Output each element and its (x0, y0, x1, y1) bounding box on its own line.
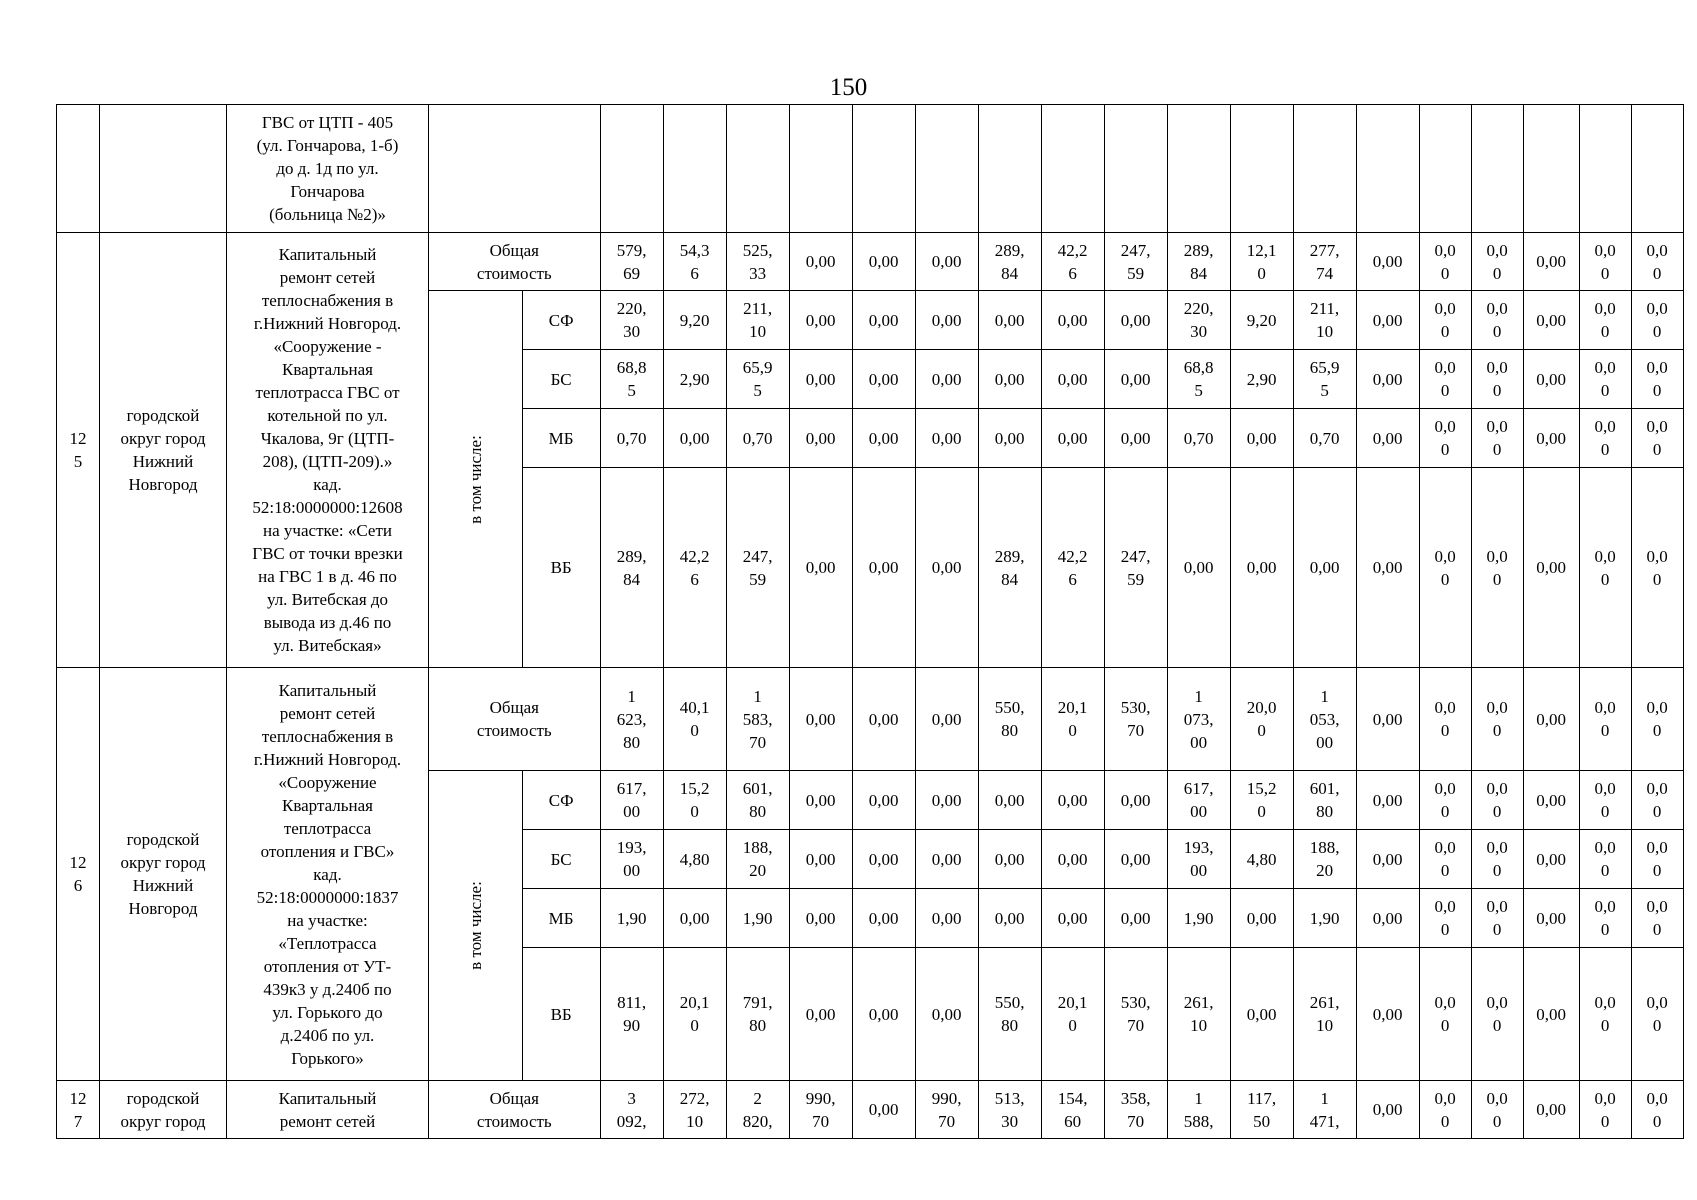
value-cell: 525, 33 (726, 233, 789, 291)
value-cell: 289, 84 (1167, 233, 1230, 291)
value-cell: 0,00 (1104, 830, 1167, 889)
value-cell: 0,0 0 (1631, 771, 1683, 830)
value-cell: 193, 00 (1167, 830, 1230, 889)
value-cell: 117, 50 (1230, 1081, 1293, 1139)
value-cell: 617, 00 (600, 771, 663, 830)
value-cell: 0,00 (1523, 948, 1579, 1081)
value-cell (1230, 105, 1293, 233)
value-cell: 791, 80 (726, 948, 789, 1081)
value-cell (1471, 105, 1523, 233)
value-cell: 0,00 (789, 889, 852, 948)
value-cell: 0,0 0 (1419, 948, 1471, 1081)
value-cell (789, 105, 852, 233)
value-cell: 277, 74 (1293, 233, 1356, 291)
value-cell: 0,00 (1356, 948, 1419, 1081)
value-cell: 272, 10 (663, 1081, 726, 1139)
value-cell: 20,1 0 (1041, 948, 1104, 1081)
municipality-cell: городской округ город Нижний Новгород (100, 233, 227, 668)
value-cell: 0,00 (852, 1081, 915, 1139)
including-label-cell (429, 291, 523, 668)
value-cell: 1 073, 00 (1167, 668, 1230, 771)
value-cell: 211, 10 (726, 291, 789, 350)
value-cell: 0,00 (852, 291, 915, 350)
value-cell: 579, 69 (600, 233, 663, 291)
value-cell: 0,00 (1523, 771, 1579, 830)
value-cell: 0,00 (789, 409, 852, 468)
value-cell: 0,0 0 (1579, 771, 1631, 830)
value-cell: 220, 30 (600, 291, 663, 350)
page-number: 150 (829, 74, 868, 101)
value-cell: 0,0 0 (1631, 1081, 1683, 1139)
table-row (57, 105, 1684, 233)
value-cell: 247, 59 (1104, 468, 1167, 668)
value-cell: 65,9 5 (726, 350, 789, 409)
value-cell: 193, 00 (600, 830, 663, 889)
value-cell: 0,0 0 (1579, 468, 1631, 668)
value-cell: 0,00 (1523, 409, 1579, 468)
value-cell: 1,90 (726, 889, 789, 948)
value-cell: 0,00 (1523, 668, 1579, 771)
value-cell: 20,1 0 (1041, 668, 1104, 771)
value-cell: 261, 10 (1167, 948, 1230, 1081)
value-cell: 0,00 (1104, 350, 1167, 409)
value-cell: 811, 90 (600, 948, 663, 1081)
value-cell (1631, 105, 1683, 233)
value-cell: 1 588, (1167, 1081, 1230, 1139)
funding-source-cell: МБ (522, 409, 600, 468)
value-cell: 211, 10 (1293, 291, 1356, 350)
value-cell: 1,90 (600, 889, 663, 948)
value-cell: 4,80 (1230, 830, 1293, 889)
value-cell: 0,70 (726, 409, 789, 468)
value-cell (726, 105, 789, 233)
value-cell: 0,0 0 (1631, 291, 1683, 350)
value-cell: 0,00 (978, 830, 1041, 889)
value-cell: 0,0 0 (1471, 948, 1523, 1081)
value-cell: 261, 10 (1293, 948, 1356, 1081)
description-cell: Капитальный ремонт сетей теплоснабжения в г.Нижний Новгород. «Сооружение Квартальная теплотрасса отопления и ГВС» кад. 52:18:0000000:1837 на участке: «Теплотрасса отопления от УТ- 439к3 у д.240б по ул. Горького до д.240б по ул. Горького» (227, 668, 429, 1081)
value-cell: 990, 70 (789, 1081, 852, 1139)
funding-source-cell: БС (522, 350, 600, 409)
value-cell: 0,00 (1356, 1081, 1419, 1139)
value-cell: 0,00 (1356, 350, 1419, 409)
value-cell: 0,0 0 (1579, 233, 1631, 291)
value-cell: 0,00 (1523, 233, 1579, 291)
description-cell: Капитальный ремонт сетей теплоснабжения в г.Нижний Новгород. «Сооружение - Квартальная теплотрасса ГВС от котельной по ул. Чкалова, 9г (ЦТП- 208), (ЦТП-209).» кад. 52:18:0000000:12608 на участке: «Сети ГВС от точки врезки на ГВС 1 в д. 46 по ул. Витебская до вывода из д.46 по ул. Витебская» (227, 233, 429, 668)
value-cell: 0,00 (852, 668, 915, 771)
value-cell: 188, 20 (1293, 830, 1356, 889)
total-label-cell: Общая стоимость (429, 668, 601, 771)
value-cell: 0,00 (915, 771, 978, 830)
value-cell: 0,00 (915, 233, 978, 291)
value-cell: 0,0 0 (1419, 291, 1471, 350)
value-cell: 0,0 0 (1419, 1081, 1471, 1139)
value-cell: 0,0 0 (1419, 468, 1471, 668)
value-cell: 40,1 0 (663, 668, 726, 771)
value-cell: 0,00 (663, 409, 726, 468)
value-cell: 2,90 (1230, 350, 1293, 409)
value-cell: 0,0 0 (1631, 350, 1683, 409)
value-cell: 289, 84 (978, 233, 1041, 291)
value-cell: 0,70 (1293, 409, 1356, 468)
value-cell: 0,00 (978, 771, 1041, 830)
including-label-cell (429, 771, 523, 1081)
value-cell: 2,90 (663, 350, 726, 409)
value-cell: 0,00 (978, 350, 1041, 409)
value-cell: 550, 80 (978, 668, 1041, 771)
value-cell: 15,2 0 (663, 771, 726, 830)
value-cell: 601, 80 (1293, 771, 1356, 830)
value-cell: 247, 59 (1104, 233, 1167, 291)
value-cell: 0,00 (1356, 409, 1419, 468)
value-cell: 42,2 6 (663, 468, 726, 668)
value-cell: 0,00 (852, 409, 915, 468)
value-cell: 220, 30 (1167, 291, 1230, 350)
value-cell (978, 105, 1041, 233)
value-cell: 65,9 5 (1293, 350, 1356, 409)
value-cell: 0,00 (852, 830, 915, 889)
value-cell: 358, 70 (1104, 1081, 1167, 1139)
total-label-cell: Общая стоимость (429, 233, 601, 291)
value-cell: 0,00 (789, 830, 852, 889)
value-cell: 0,00 (915, 350, 978, 409)
value-cell: 0,0 0 (1579, 830, 1631, 889)
value-cell: 0,0 0 (1471, 1081, 1523, 1139)
value-cell: 68,8 5 (1167, 350, 1230, 409)
value-cell: 0,00 (1104, 409, 1167, 468)
value-cell: 0,0 0 (1579, 948, 1631, 1081)
row-number-cell (57, 105, 100, 233)
value-cell: 0,00 (915, 468, 978, 668)
value-cell: 0,0 0 (1631, 409, 1683, 468)
value-cell: 9,20 (1230, 291, 1293, 350)
description-cell: Капитальный ремонт сетей (227, 1081, 429, 1139)
value-cell: 247, 59 (726, 468, 789, 668)
value-cell: 0,0 0 (1579, 291, 1631, 350)
value-cell: 0,00 (852, 233, 915, 291)
total-label-cell: Общая стоимость (429, 1081, 601, 1139)
value-cell: 0,00 (1104, 291, 1167, 350)
value-cell: 0,00 (1041, 350, 1104, 409)
value-cell: 1 471, (1293, 1081, 1356, 1139)
value-cell: 0,70 (600, 409, 663, 468)
value-cell: 0,00 (915, 409, 978, 468)
including-label: в том числе: (465, 434, 485, 524)
value-cell: 0,00 (852, 771, 915, 830)
value-cell: 1 583, 70 (726, 668, 789, 771)
value-cell: 0,00 (1293, 468, 1356, 668)
value-cell (1293, 105, 1356, 233)
value-cell: 0,00 (1104, 771, 1167, 830)
value-cell (1041, 105, 1104, 233)
value-cell: 0,0 0 (1419, 350, 1471, 409)
value-cell: 0,00 (915, 889, 978, 948)
value-cell: 550, 80 (978, 948, 1041, 1081)
value-cell: 0,0 0 (1579, 1081, 1631, 1139)
value-cell (1104, 105, 1167, 233)
value-cell: 0,0 0 (1419, 668, 1471, 771)
table-row (57, 233, 1684, 291)
value-cell: 530, 70 (1104, 668, 1167, 771)
value-cell: 0,0 0 (1471, 668, 1523, 771)
value-cell: 42,2 6 (1041, 468, 1104, 668)
value-cell (1167, 105, 1230, 233)
value-cell: 0,00 (852, 468, 915, 668)
funding-source-cell: СФ (522, 771, 600, 830)
value-cell: 0,00 (1041, 771, 1104, 830)
value-cell: 289, 84 (978, 468, 1041, 668)
value-cell (1579, 105, 1631, 233)
row-number-cell: 12 5 (57, 233, 100, 668)
value-cell: 0,0 0 (1419, 409, 1471, 468)
value-cell: 0,00 (852, 948, 915, 1081)
value-cell: 0,00 (1356, 291, 1419, 350)
total-label-cell (429, 105, 601, 233)
value-cell: 0,00 (1356, 889, 1419, 948)
value-cell (600, 105, 663, 233)
value-cell: 0,00 (915, 830, 978, 889)
value-cell: 20,0 0 (1230, 668, 1293, 771)
value-cell (852, 105, 915, 233)
value-cell: 0,0 0 (1419, 889, 1471, 948)
description-cell: ГВС от ЦТП - 405 (ул. Гончарова, 1-б) до д. 1д по ул. Гончарова (больница №2)» (227, 105, 429, 233)
value-cell: 0,00 (915, 668, 978, 771)
value-cell: 68,8 5 (600, 350, 663, 409)
value-cell: 530, 70 (1104, 948, 1167, 1081)
value-cell: 0,0 0 (1631, 468, 1683, 668)
value-cell: 0,00 (1104, 889, 1167, 948)
value-cell: 12,1 0 (1230, 233, 1293, 291)
value-cell: 1,90 (1167, 889, 1230, 948)
value-cell: 0,00 (1523, 1081, 1579, 1139)
value-cell: 990, 70 (915, 1081, 978, 1139)
value-cell: 0,0 0 (1471, 350, 1523, 409)
value-cell: 513, 30 (978, 1081, 1041, 1139)
value-cell: 0,00 (1230, 889, 1293, 948)
value-cell: 0,0 0 (1631, 233, 1683, 291)
funding-source-cell: БС (522, 830, 600, 889)
budget-table (56, 104, 1684, 1139)
value-cell: 1 053, 00 (1293, 668, 1356, 771)
value-cell: 0,00 (852, 889, 915, 948)
value-cell (915, 105, 978, 233)
value-cell: 0,0 0 (1471, 830, 1523, 889)
value-cell: 1,90 (1293, 889, 1356, 948)
value-cell: 1 623, 80 (600, 668, 663, 771)
value-cell: 42,2 6 (1041, 233, 1104, 291)
value-cell: 601, 80 (726, 771, 789, 830)
value-cell: 0,0 0 (1631, 948, 1683, 1081)
value-cell: 0,00 (789, 771, 852, 830)
value-cell: 0,00 (1167, 468, 1230, 668)
value-cell: 154, 60 (1041, 1081, 1104, 1139)
value-cell: 0,00 (1523, 889, 1579, 948)
municipality-cell: городской округ город Нижний Новгород (100, 668, 227, 1081)
value-cell: 20,1 0 (663, 948, 726, 1081)
value-cell: 0,00 (1230, 409, 1293, 468)
value-cell (663, 105, 726, 233)
value-cell: 0,00 (663, 889, 726, 948)
value-cell: 0,0 0 (1419, 771, 1471, 830)
value-cell: 0,00 (1356, 830, 1419, 889)
value-cell: 0,00 (1356, 771, 1419, 830)
value-cell: 0,0 0 (1471, 771, 1523, 830)
value-cell: 0,0 0 (1579, 668, 1631, 771)
value-cell: 0,0 0 (1631, 889, 1683, 948)
value-cell: 0,00 (789, 948, 852, 1081)
value-cell (1356, 105, 1419, 233)
value-cell: 0,00 (1523, 350, 1579, 409)
value-cell: 0,0 0 (1631, 668, 1683, 771)
including-label: в том числе: (465, 881, 485, 970)
value-cell: 0,00 (789, 468, 852, 668)
value-cell: 0,0 0 (1579, 350, 1631, 409)
value-cell: 0,00 (978, 889, 1041, 948)
value-cell: 0,0 0 (1419, 830, 1471, 889)
value-cell: 0,00 (789, 668, 852, 771)
value-cell: 2 820, (726, 1081, 789, 1139)
value-cell: 0,00 (915, 291, 978, 350)
value-cell: 0,00 (1523, 830, 1579, 889)
value-cell: 0,0 0 (1471, 468, 1523, 668)
table-row (57, 668, 1684, 771)
value-cell: 0,70 (1167, 409, 1230, 468)
value-cell: 54,3 6 (663, 233, 726, 291)
value-cell: 0,00 (1230, 468, 1293, 668)
value-cell: 617, 00 (1167, 771, 1230, 830)
value-cell: 15,2 0 (1230, 771, 1293, 830)
value-cell: 0,00 (978, 291, 1041, 350)
value-cell: 0,00 (1041, 889, 1104, 948)
funding-source-cell: МБ (522, 889, 600, 948)
table-row (57, 1081, 1684, 1139)
value-cell: 188, 20 (726, 830, 789, 889)
value-cell: 0,00 (1041, 291, 1104, 350)
value-cell: 0,00 (1523, 291, 1579, 350)
value-cell: 9,20 (663, 291, 726, 350)
value-cell: 0,00 (1041, 830, 1104, 889)
row-number-cell: 12 7 (57, 1081, 100, 1139)
municipality-cell: городской округ город (100, 1081, 227, 1139)
value-cell: 0,0 0 (1631, 830, 1683, 889)
value-cell: 0,0 0 (1471, 291, 1523, 350)
value-cell: 0,00 (789, 350, 852, 409)
value-cell: 0,00 (789, 233, 852, 291)
value-cell: 0,00 (1356, 468, 1419, 668)
value-cell: 0,00 (978, 409, 1041, 468)
funding-source-cell: ВБ (522, 468, 600, 668)
value-cell: 3 092, (600, 1081, 663, 1139)
value-cell: 0,00 (852, 350, 915, 409)
value-cell: 0,0 0 (1471, 409, 1523, 468)
value-cell: 0,00 (789, 291, 852, 350)
row-number-cell: 12 6 (57, 668, 100, 1081)
funding-source-cell: СФ (522, 291, 600, 350)
value-cell (1523, 105, 1579, 233)
value-cell: 0,0 0 (1579, 409, 1631, 468)
value-cell: 289, 84 (600, 468, 663, 668)
value-cell: 0,0 0 (1471, 889, 1523, 948)
value-cell: 0,0 0 (1419, 233, 1471, 291)
value-cell: 0,00 (1041, 409, 1104, 468)
value-cell: 0,00 (1356, 233, 1419, 291)
value-cell: 0,00 (1523, 468, 1579, 668)
value-cell: 0,0 0 (1471, 233, 1523, 291)
value-cell: 0,00 (1356, 668, 1419, 771)
value-cell (1419, 105, 1471, 233)
value-cell: 0,0 0 (1579, 889, 1631, 948)
value-cell: 0,00 (915, 948, 978, 1081)
funding-source-cell: ВБ (522, 948, 600, 1081)
value-cell: 4,80 (663, 830, 726, 889)
municipality-cell (100, 105, 227, 233)
value-cell: 0,00 (1230, 948, 1293, 1081)
